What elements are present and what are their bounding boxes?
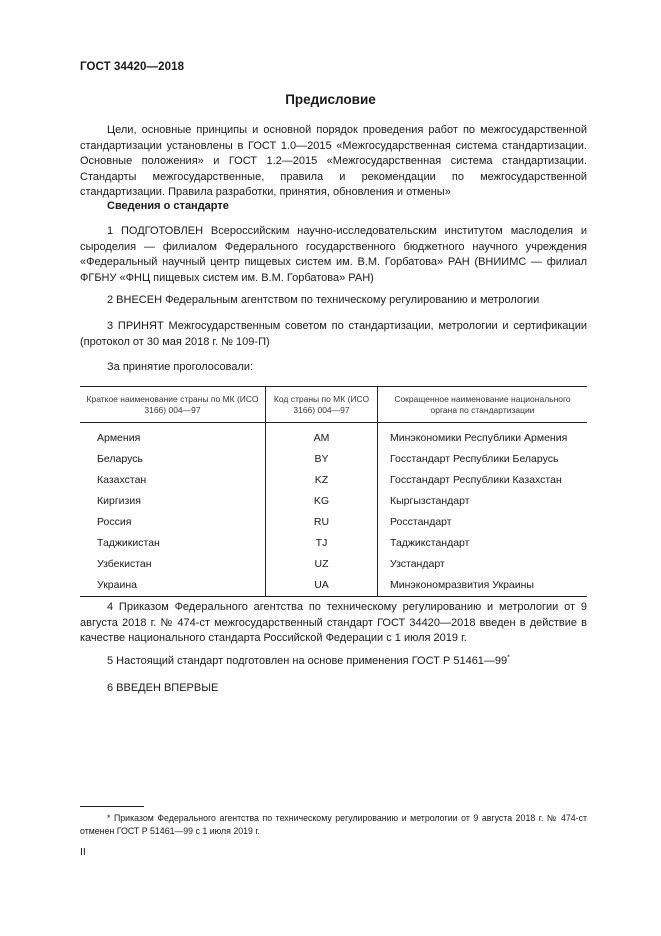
body-cell: Госстандарт Республики Казахстан: [378, 469, 588, 490]
vote-label: За принятие проголосовали:: [107, 361, 254, 373]
table-row: [80, 490, 587, 511]
table-row: [80, 553, 587, 574]
voting-table: [80, 386, 587, 597]
body-cell: Минэкономразвития Украины: [378, 574, 588, 597]
country-cell: Беларусь: [97, 452, 143, 465]
item-3-paragraph: 3 ПРИНЯТ Межгосударственным советом по стандартизации, метрологии и сертификации (протокол от 30 мая 2018 г. № 109-П): [80, 320, 587, 348]
table-row: [80, 448, 587, 469]
code-cell: KZ: [266, 469, 378, 490]
footnote: * Приказом Федерального агентства по техническому регулированию и метрологии от 9 августа 2018 г. № 474-ст отменен ГОСТ Р 51461—99 с 1 июля 2019 г.: [80, 813, 587, 836]
footnote-separator: [80, 806, 144, 807]
footnote-marker: *: [507, 654, 510, 662]
body-cell: Кыргызстандарт: [378, 490, 588, 511]
country-cell: Украина: [80, 574, 266, 597]
country-cell: Таджикистан: [97, 536, 160, 549]
table-header-row: [80, 387, 587, 423]
country-cell: Армения: [97, 431, 141, 444]
table-row: [80, 423, 587, 449]
column-header-code: Код страны по МК (ИСО 3166) 004—97: [266, 387, 378, 423]
country-cell: Киргизия: [97, 494, 141, 507]
body-cell: Минэкономики Республики Армения: [378, 423, 588, 449]
item-5-paragraph: [80, 654, 587, 670]
page-number: II: [80, 846, 86, 858]
intro-paragraph: Цели, основные принципы и основной порядок проведения работ по межгосударственной стандартизации установлены в ГОСТ 1.0—2015 «Межгосударственная система стандартизации. Основные положения» и ГОСТ 1.2—2015 «Межгосударственная система стандартизации. Стандарты межгосударственные, правила и рекомендации по межгосударственной стандартизации. Правила разработки, принятия, обновления и отмены»: [80, 124, 587, 198]
code-cell: AM: [266, 423, 378, 449]
body-cell: Росстандарт: [378, 511, 588, 532]
item-2-paragraph: 2 ВНЕСЕН Федеральным агентством по техническому регулированию и метрологии: [107, 294, 540, 306]
column-header-body: Сокращенное наименование национального органа по стандартизации: [378, 387, 588, 423]
code-cell: UA: [266, 574, 378, 597]
table-row: [80, 532, 587, 553]
table-row: [80, 574, 587, 597]
item-4-paragraph: 4 Приказом Федерального агентства по техническому регулированию и метрологии от 9 августа 2018 г. № 474-ст межгосударственный стандарт ГОСТ 34420—2018 введен в действие в качестве национального стандарта Российской Федерации с 1 июля 2019 г.: [80, 601, 587, 644]
table-row: [80, 469, 587, 490]
table-row: [80, 511, 587, 532]
document-header: ГОСТ 34420—2018: [80, 61, 185, 73]
body-cell: Госстандарт Республики Беларусь: [378, 448, 588, 469]
country-cell: Россия: [97, 515, 132, 528]
column-header-country: Краткое наименование страны по МК (ИСО 3166) 004—97: [80, 387, 266, 423]
section-subheading: Сведения о стандарте: [107, 200, 229, 212]
code-cell: TJ: [266, 532, 378, 553]
item-5-text: 5 Настоящий стандарт подготовлен на основе применения ГОСТ Р 51461—99: [107, 655, 508, 667]
country-cell: Казахстан: [97, 473, 147, 486]
code-cell: UZ: [266, 553, 378, 574]
body-cell: Узстандарт: [378, 553, 588, 574]
code-cell: KG: [266, 490, 378, 511]
item-6-paragraph: 6 ВВЕДЕН ВПЕРВЫЕ: [107, 682, 219, 694]
code-cell: BY: [266, 448, 378, 469]
country-cell: Узбекистан: [97, 557, 152, 570]
item-1-paragraph: 1 ПОДГОТОВЛЕН Всероссийским научно-исследовательским институтом маслоделия и сыроделия — филиалом Федерального государственного бюджетного научного учреждения «Федеральный научный центр пищевых систем им. В.М. Горбатова» РАН (ВНИИМС — филиал ФГБНУ «ФНЦ пищевых систем им. В.М. Горбатова» РАН): [80, 225, 587, 284]
code-cell: RU: [266, 511, 378, 532]
page-title: Предисловие: [285, 92, 376, 107]
body-cell: Таджикстандарт: [378, 532, 588, 553]
